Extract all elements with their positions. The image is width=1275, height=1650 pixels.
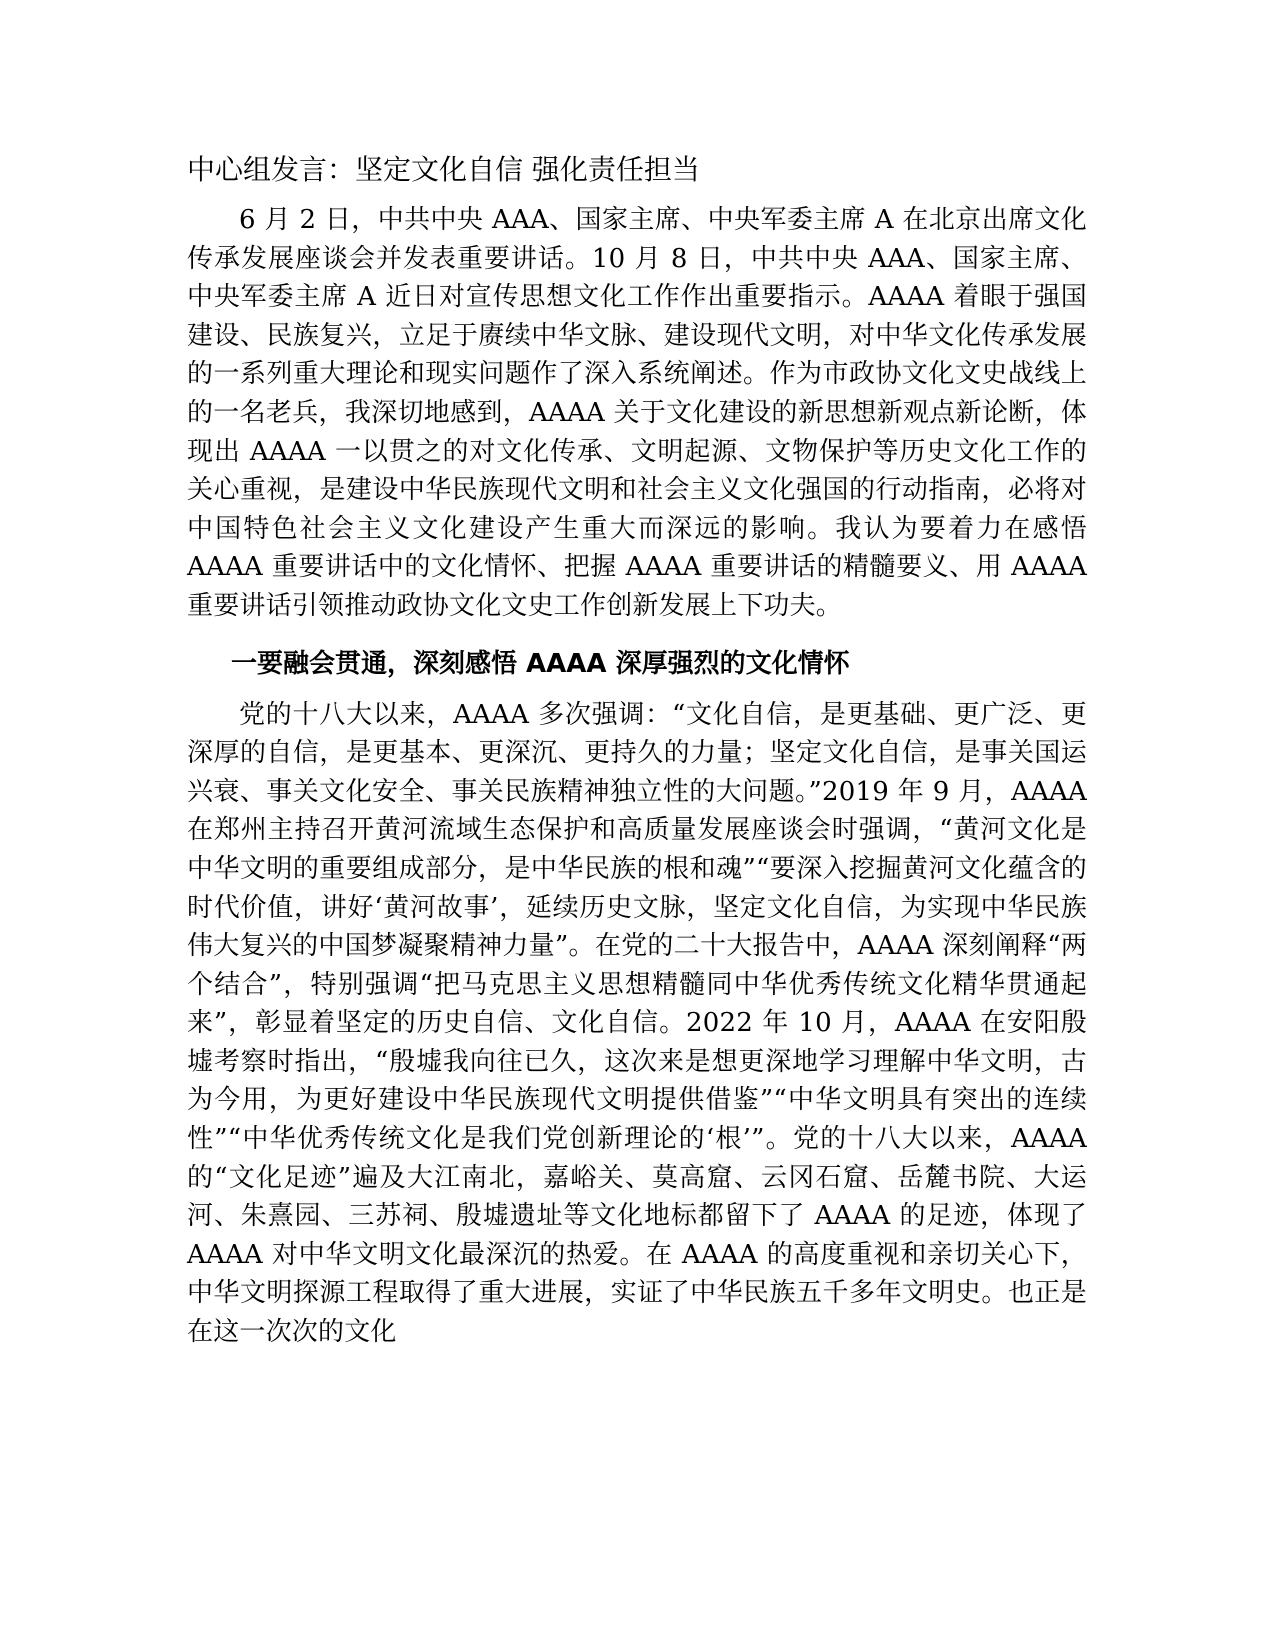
intro-paragraph: 6 月 2 日，中共中央 AAA、国家主席、中央军委主席 A 在北京出席文化传承发展座谈会并发表重要讲话。10 月 8 日，中共中央 AAA、国家主席、中央军委主席 A 近日对宣传思想文化工作作出重要指示。AAAA 着眼于强国建设、民族复兴，立足于赓续中华文脉、建设现代文明，对中华文化传承发展的一系列重大理论和现实问题作了深入系统阐述。作为市政协文化文史战线上的一名老兵，我深切地感到，AAAA 关于文化建设的新思想新观点新论断，体现出 AAAA 一以贯之的对文化传承、文明起源、文物保护等历史文化工作的关心重视，是建设中华民族现代文明和社会主义文化强国的行动指南，必将对中国特色社会主义文化建设产生重大而深远的影响。我认为要着力在感悟 AAAA 重要讲话中的文化情怀、把握 AAAA 重要讲话的精髓要义、用 AAAA 重要讲话引领推动政协文化文史工作创新发展上下功夫。 — [187, 205, 1087, 621]
section-heading: 一要融会贯通，深刻感悟 AAAA 深厚强烈的文化情怀 — [231, 648, 850, 679]
document-title: 中心组发言：坚定文化自信 强化责任担当 — [187, 153, 700, 186]
section-paragraph: 党的十八大以来，AAAA 多次强调：“文化自信，是更基础、更广泛、更深厚的自信，是更基本、更深沉、更持久的力量；坚定文化自信，是事关国运兴衰、事关文化安全、事关民族精神独立性的大问题。”2019 年 9 月，AAAA 在郑州主持召开黄河流域生态保护和高质量发展座谈会时强调，“黄河文化是中华文明的重要组成部分，是中华民族的根和魂”“要深入挖掘黄河文化蕴含的时代价值，讲好‘黄河故事’，延续历史文脉，坚定文化自信，为实现中华民族伟大复兴的中国梦凝聚精神力量”。在党的二十大报告中，AAAA 深刻阐释“两个结合”，特别强调“把马克思主义思想精髓同中华优秀传统文化精华贯通起来”，彰显着坚定的历史自信、文化自信。2022 年 10 月，AAAA 在安阳殷墟考察时指出，“殷墟我向往已久，这次来是想更深地学习理解中华文明，古为今用，为更好建设中华民族现代文明提供借鉴”“中华文明具有突出的连续性”“中华优秀传统文化是我们党创新理论的‘根’”。党的十八大以来，AAAA 的“文化足迹”遍及大江南北，嘉峪关、莫高窟、云冈石窟、岳麓书院、大运河、朱熹园、三苏祠、殷墟遗址等文化地标都留下了 AAAA 的足迹，体现了 AAAA 对中华文明文化最深沉的热爱。在 AAAA 的高度重视和亲切关心下，中华文明探源工程取得了重大进展，实证了中华民族五千多年文明史。也正是在这一次次的文化 — [187, 699, 1087, 1348]
document-body — [187, 150, 1087, 1370]
